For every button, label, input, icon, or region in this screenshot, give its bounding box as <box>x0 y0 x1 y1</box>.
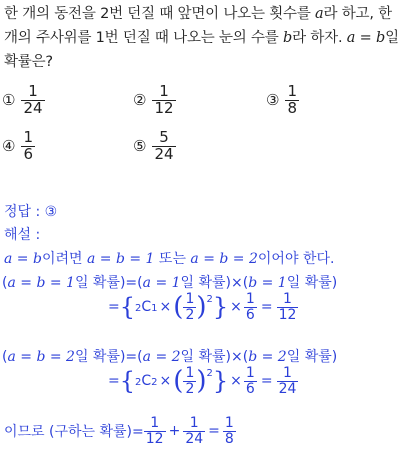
option-3[interactable]: ③ $\frac{1}{8}$ <box>266 82 297 117</box>
solution-line-1: a = b이려면 a = b = 1 또는 a = b = 2이어야 한다. <box>4 251 335 267</box>
option-4[interactable]: ④ $\frac{1}{6}$ <box>2 128 33 163</box>
option-2[interactable]: ② $\frac{1}{12}$ <box>133 82 174 117</box>
question-line-2: 개의 주사위를 1번 던질 때 나오는 눈의 수를 b라 하자. a = b일 <box>4 30 399 46</box>
option-1[interactable]: ① $\frac{1}{24}$ <box>2 82 43 117</box>
option-5[interactable]: ⑤ $\frac{5}{24}$ <box>133 128 174 163</box>
explanation-label: 해설 : <box>4 227 41 243</box>
solution-line-5: = { 2 C 2 × ( $\frac{1}{2}$ ) $^2$ } × $\frac{1}{6}$ = $\frac{1}{24}$ <box>108 365 297 397</box>
solution-line-4: (a = b = 2일 확률)=(a = 2일 확률)×(b = 2일 확률) <box>2 349 338 365</box>
solution-line-3: = { 2 C 1 × ( $\frac{1}{2}$ ) $^2$ } × $\frac{1}{6}$ = $\frac{1}{12}$ <box>108 291 297 323</box>
solution-line-6: 이므로 (구하는 확률)= $\frac{1}{12}$ + $\frac{1}{24}$ = $\frac{1}{8}$ <box>4 415 234 447</box>
answer-line: 정답 : ③ <box>4 204 58 220</box>
question-line-1: 한 개의 동전을 2번 던질 때 앞면이 나오는 횟수를 a라 하고, 한 <box>4 6 392 22</box>
solution-line-2: (a = b = 1일 확률)=(a = 1일 확률)×(b = 1일 확률) <box>2 275 338 291</box>
question-line-3: 확률은? <box>4 54 53 70</box>
